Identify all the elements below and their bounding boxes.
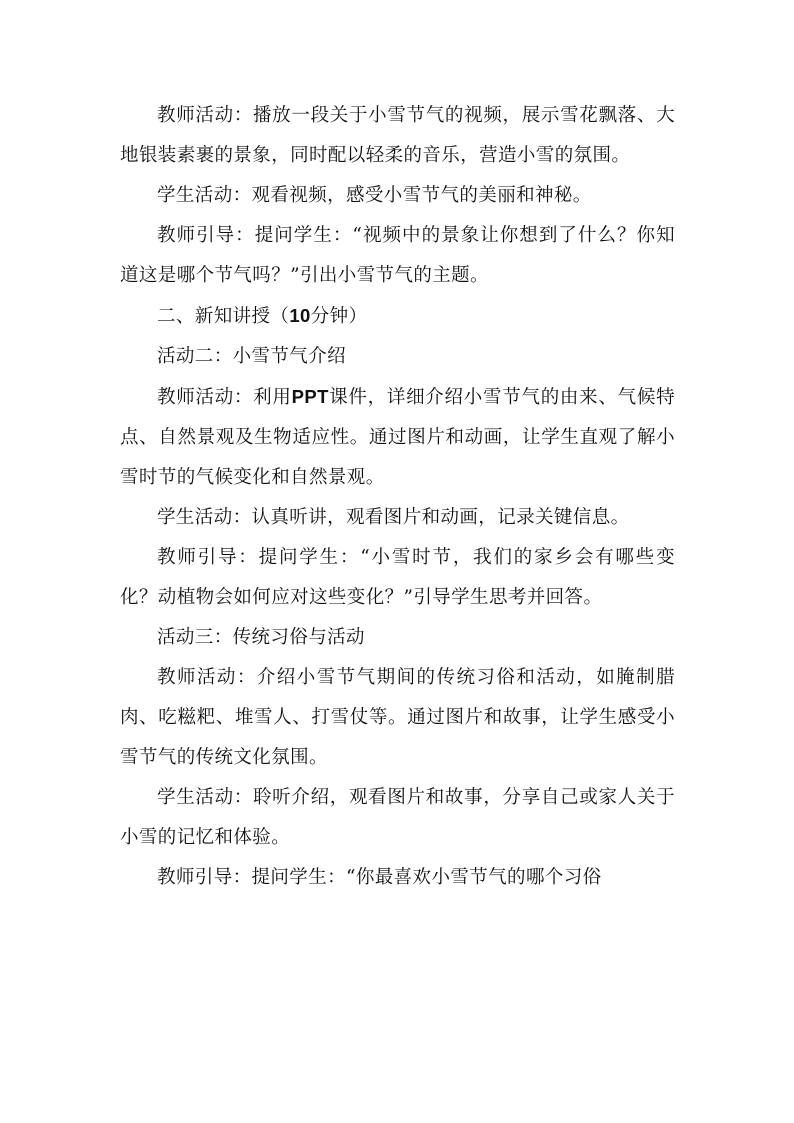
text-run: 二、新知讲授（ [157, 306, 290, 327]
text-run: 教师引导：提问学生：“你最喜欢小雪节气的哪个习俗 [157, 867, 602, 888]
activity-heading-three [120, 618, 675, 658]
text-run: 教师活动：播放一段关于小雪节气的视频，展示雪花飘落、大地银装素裹的景象，同时配以轻柔的音乐，营造小雪的氛围。 [120, 105, 675, 166]
paragraph-teacher-guide-hometown [120, 538, 675, 618]
text-run: 活动二：小雪节气介绍 [157, 346, 347, 367]
paragraph-teacher-activity-video [120, 96, 675, 176]
paragraph-student-activity-watch [120, 176, 675, 216]
paragraph-teacher-guide-favorite [120, 858, 675, 898]
activity-heading-two [120, 337, 675, 377]
text-run-latin: PPT [291, 386, 329, 407]
text-run: 教师活动：介绍小雪节气期间的传统习俗和活动，如腌制腊肉、吃糍粑、堆雪人、打雪仗等。通过图片和故事，让学生感受小雪节气的传统文化氛围。 [120, 667, 675, 768]
text-run: 活动三：传统习俗与活动 [157, 627, 365, 648]
text-run: 学生活动：观看视频，感受小雪节气的美丽和神秘。 [157, 185, 592, 206]
paragraph-teacher-guide-question [120, 216, 675, 296]
text-run: 教师引导：提问学生：“小雪时节，我们的家乡会有哪些变化？动植物会如何应对这些变化？”引导学生思考并回答。 [120, 547, 675, 608]
paragraph-teacher-activity-ppt [120, 377, 675, 498]
paragraph-student-activity-share [120, 778, 675, 858]
text-run: 分钟） [310, 306, 368, 327]
text-run: 课件，详细介绍小雪节气的由来、气候特点、自然景观及生物适应性。通过图片和动画，让学生直观了解小雪时节的气候变化和自然景观。 [120, 387, 675, 488]
text-run: 学生活动：认真听讲，观看图片和动画，记录关键信息。 [157, 507, 630, 528]
document-body [120, 96, 675, 898]
text-run: 教师活动：利用 [157, 387, 292, 408]
text-run-number: 10 [289, 305, 311, 326]
paragraph-teacher-activity-customs [120, 658, 675, 778]
section-heading-new-knowledge [120, 296, 675, 337]
paragraph-student-activity-listen [120, 498, 675, 538]
text-run: 教师引导：提问学生：“视频中的景象让你想到了什么？你知道这是哪个节气吗？”引出小雪节气的主题。 [120, 225, 675, 286]
text-run: 学生活动：聆听介绍，观看图片和故事，分享自己或家人关于小雪的记忆和体验。 [120, 787, 675, 848]
